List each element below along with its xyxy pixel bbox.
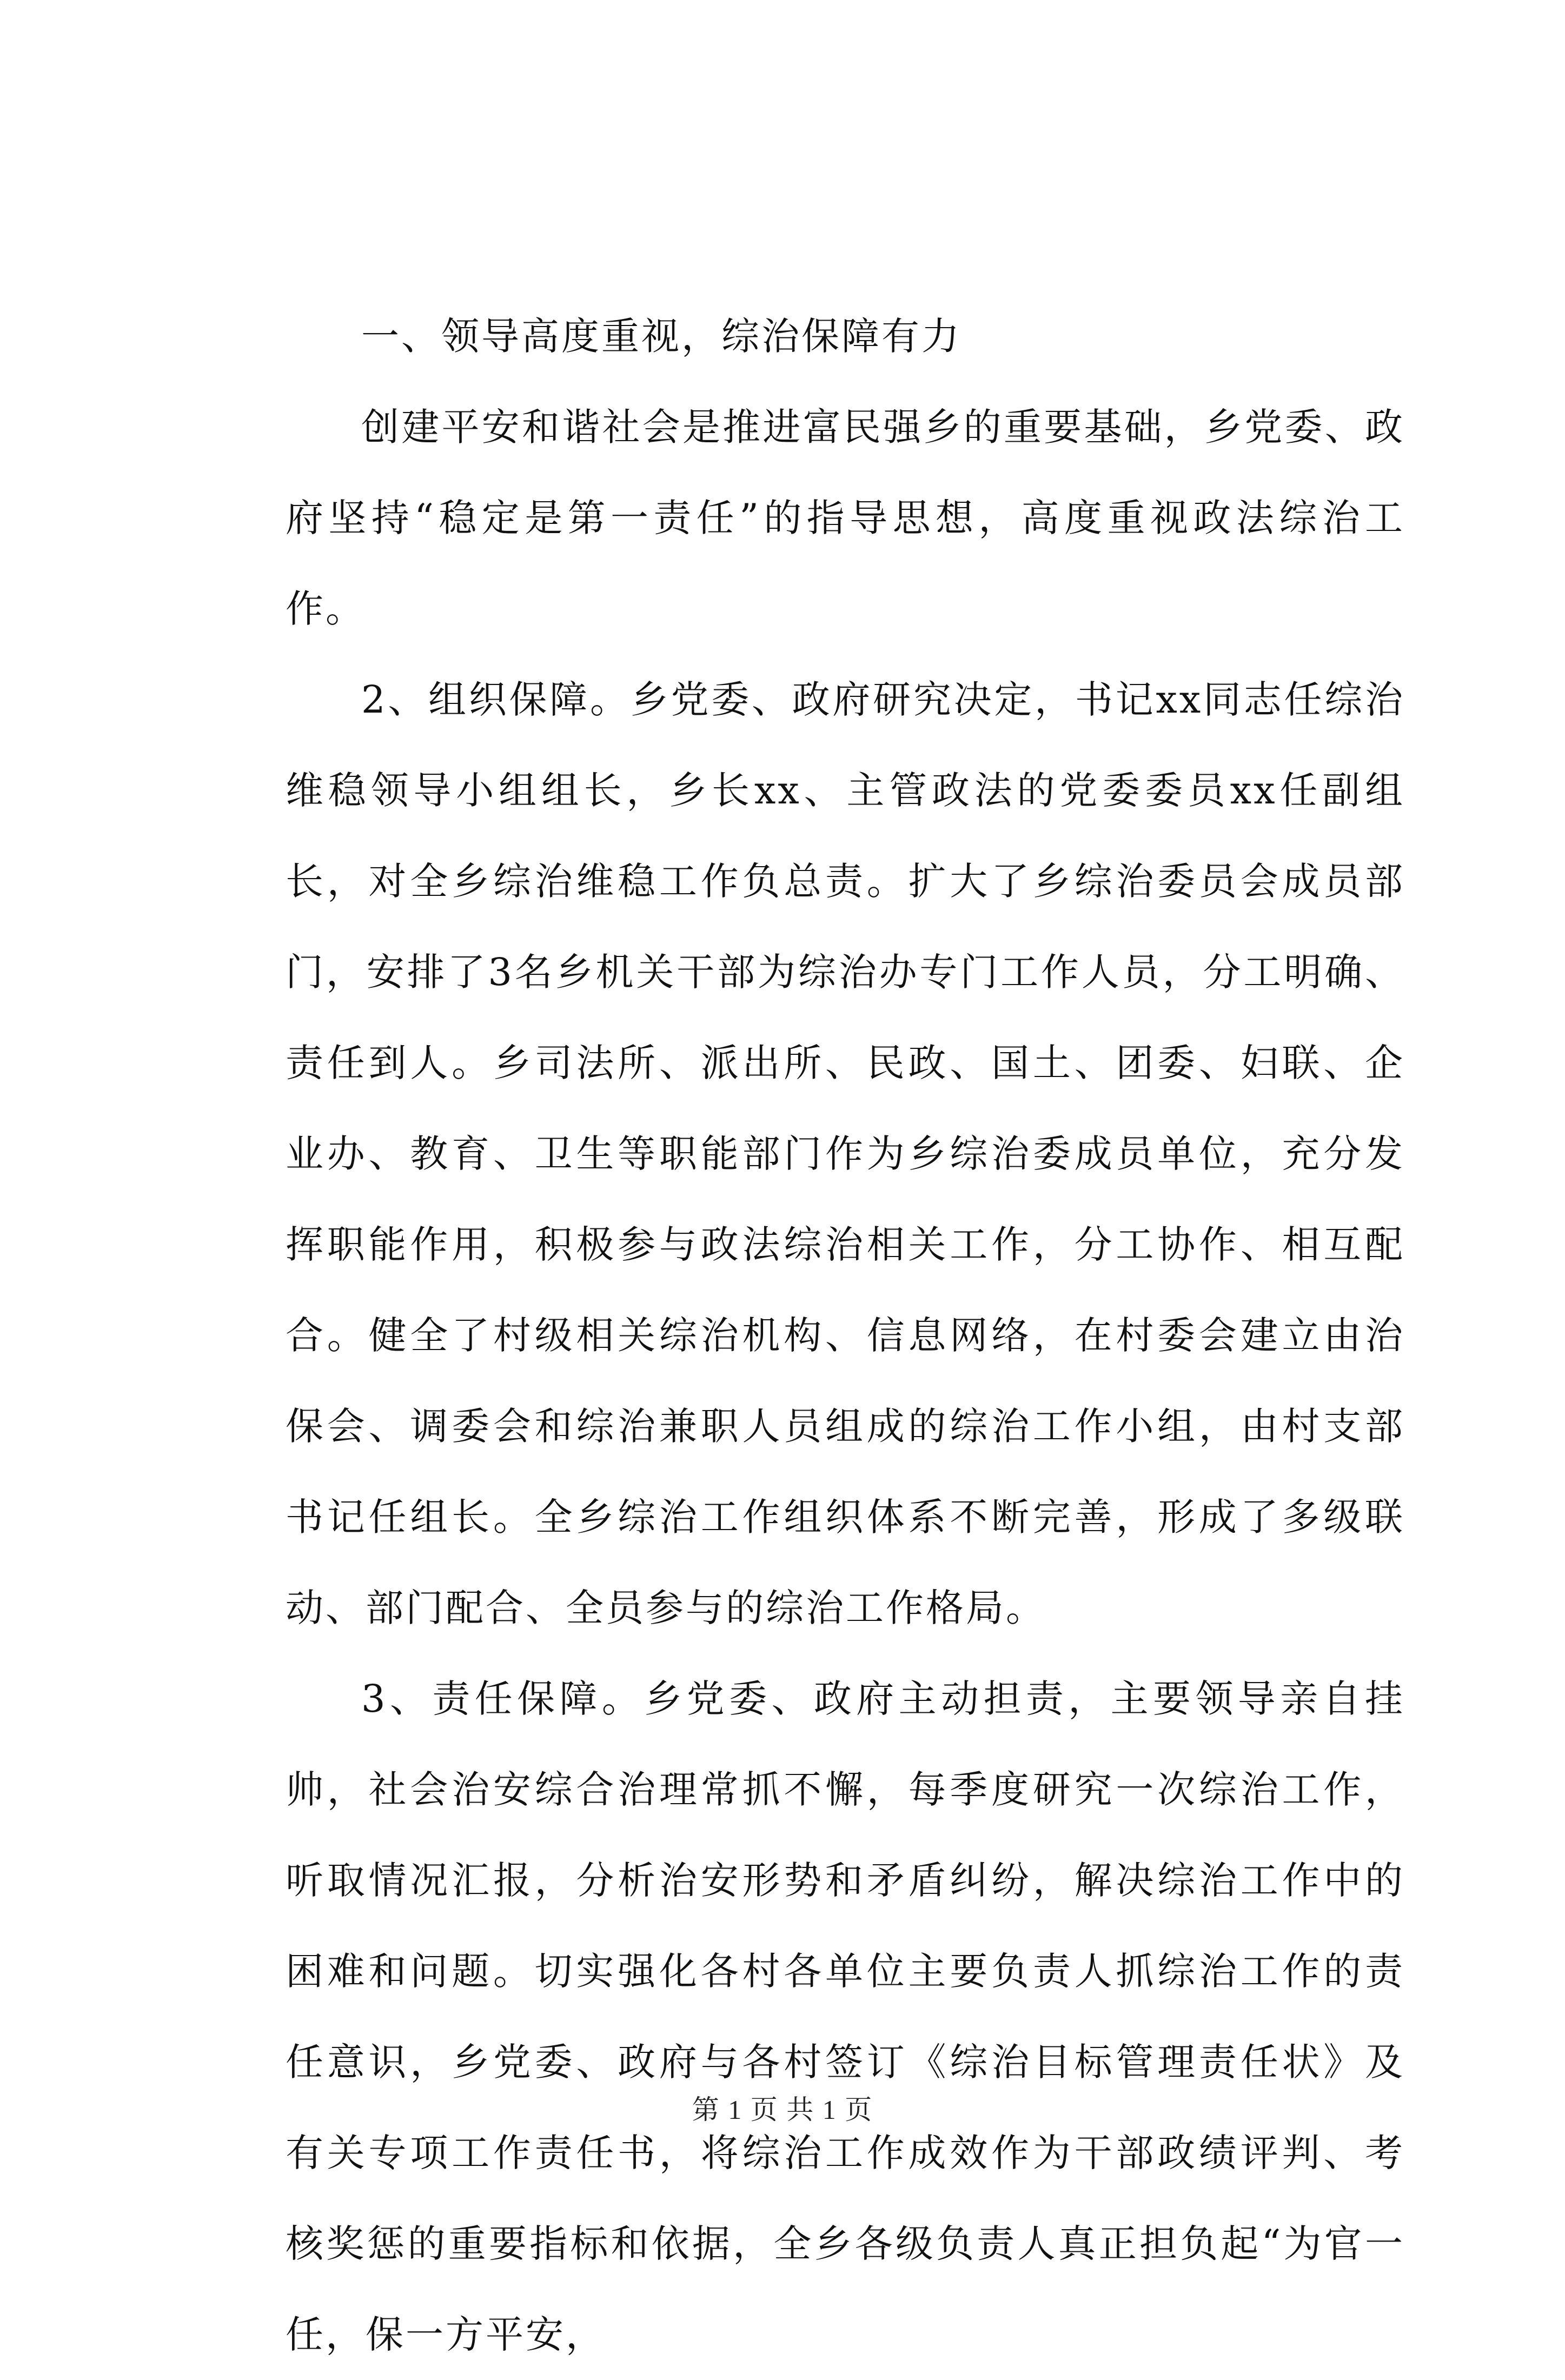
- page-footer: 第 1 页 共 1 页: [692, 2095, 873, 2125]
- document-body: [286, 291, 1405, 2380]
- paragraph-organization: 2、组织保障。乡党委、政府研究决定，书记xx同志任综治维稳领导小组组长，乡长xx、主管政法的党委委员xx任副组长，对全乡综治维稳工作负总责。扩大了乡综治委员会成员部门，安排了3名乡机关干部为综治办专门工作人员，分工明确、责任到人。乡司法所、派出所、民政、国土、团委、妇联、企业办、教育、卫生等职能部门作为乡综治委成员单位，充分发挥职能作用，积极参与政法综治相关工作，分工协作、相互配合。健全了村级相关综治机构、信息网络，在村委会建立由治保会、调委会和综治兼职人员组成的综治工作小组，由村支部书记任组长。全乡综治工作组织体系不断完善，形成了多级联动、部门配合、全员参与的综治工作格局。: [286, 677, 1405, 1630]
- paragraph-responsibility: 3、责任保障。乡党委、政府主动担责，主要领导亲自挂帅，社会治安综合治理常抓不懈，每季度研究一次综治工作，听取情况汇报，分析治安形势和矛盾纠纷，解决综治工作中的困难和问题。切实强化各村各单位主要负责人抓综治工作的责任意识，乡党委、政府与各村签订《综治目标管理责任状》及有关专项工作责任书，将综治工作成效作为干部政绩评判、考核奖惩的重要指标和依据，全乡各级负责人真正担负起“为官一任，保一方平安，: [286, 1677, 1405, 2357]
- paragraph-intro: 创建平安和谐社会是推进富民强乡的重要基础，乡党委、政府坚持“稳定是第一责任”的指导思想，高度重视政法综治工作。: [286, 405, 1405, 631]
- section-heading: 一、领导高度重视，综治保障有力: [361, 314, 961, 358]
